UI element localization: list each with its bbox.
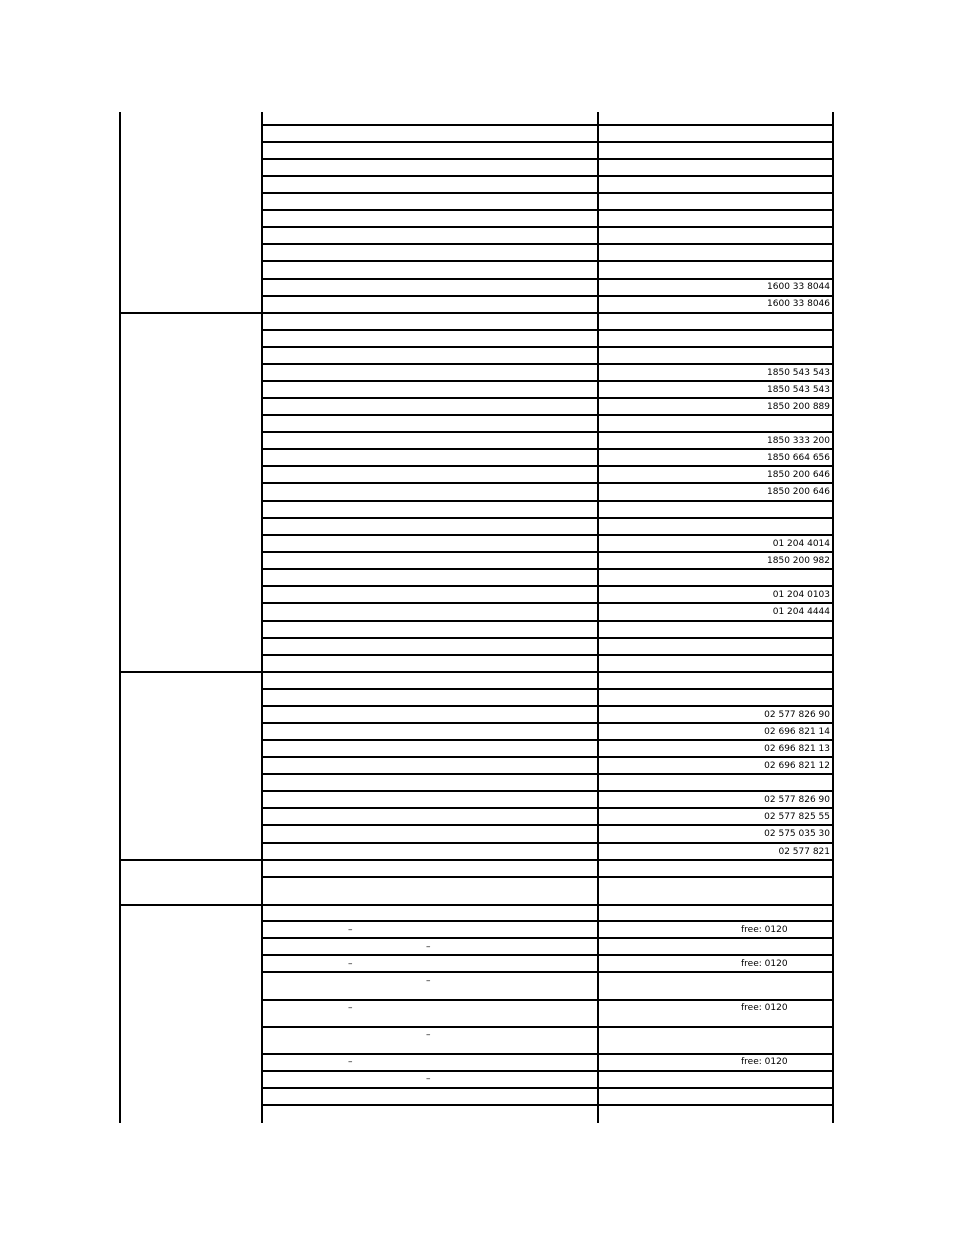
dash-mark: – bbox=[348, 959, 353, 969]
dash-mark: – bbox=[426, 1030, 431, 1040]
row-separator bbox=[261, 756, 834, 758]
row-separator bbox=[261, 482, 834, 484]
toll-free-number: free: 0120 bbox=[741, 959, 788, 969]
row-separator bbox=[261, 414, 834, 416]
group-separator bbox=[119, 859, 834, 861]
table-left-border bbox=[119, 112, 121, 1123]
row-separator bbox=[261, 431, 834, 433]
row-separator bbox=[261, 637, 834, 639]
phone-number: 1850 200 889 bbox=[767, 402, 830, 412]
row-separator bbox=[261, 585, 834, 587]
group-separator bbox=[119, 671, 834, 673]
row-separator bbox=[261, 243, 834, 245]
row-separator bbox=[261, 654, 834, 656]
phone-number: 01 204 0103 bbox=[772, 590, 830, 600]
phone-number: 01 204 4014 bbox=[772, 539, 830, 549]
row-separator bbox=[261, 448, 834, 450]
toll-free-number: free: 0120 bbox=[741, 1057, 788, 1067]
row-separator bbox=[261, 329, 834, 331]
row-separator bbox=[261, 295, 834, 297]
row-separator bbox=[261, 705, 834, 707]
phone-number: 1850 543 543 bbox=[767, 368, 830, 378]
row-separator bbox=[261, 141, 834, 143]
dash-mark: – bbox=[348, 925, 353, 935]
row-separator bbox=[261, 739, 834, 741]
row-separator bbox=[261, 363, 834, 365]
row-separator bbox=[261, 500, 834, 502]
row-separator bbox=[261, 209, 834, 211]
phone-number: 02 696 821 12 bbox=[764, 761, 830, 771]
row-separator bbox=[261, 807, 834, 809]
phone-number: 1850 200 646 bbox=[767, 487, 830, 497]
dash-mark: – bbox=[348, 1057, 353, 1067]
row-separator bbox=[261, 158, 834, 160]
phone-number: 1850 664 656 bbox=[767, 453, 830, 463]
row-separator bbox=[261, 602, 834, 604]
row-separator bbox=[261, 192, 834, 194]
row-separator bbox=[261, 397, 834, 399]
phone-number: 02 696 821 13 bbox=[764, 744, 830, 754]
toll-free-number: free: 0120 bbox=[741, 925, 788, 935]
row-separator bbox=[261, 260, 834, 262]
phone-number: 02 575 035 30 bbox=[764, 829, 830, 839]
phone-number: 02 696 821 14 bbox=[764, 727, 830, 737]
phone-number: 1850 333 200 bbox=[767, 436, 830, 446]
row-separator bbox=[261, 175, 834, 177]
row-separator bbox=[261, 226, 834, 228]
row-separator bbox=[261, 1026, 834, 1028]
row-separator bbox=[261, 842, 834, 844]
row-separator bbox=[261, 380, 834, 382]
phone-number: 1600 33 8046 bbox=[767, 299, 830, 309]
row-separator bbox=[261, 278, 834, 280]
row-separator bbox=[261, 971, 834, 973]
row-separator bbox=[261, 124, 834, 126]
phone-number: 1600 33 8044 bbox=[767, 282, 830, 292]
row-separator bbox=[261, 620, 834, 622]
phone-number: 01 204 4444 bbox=[772, 607, 830, 617]
phone-number: 02 577 821 bbox=[778, 847, 830, 857]
phone-number: 02 577 826 90 bbox=[764, 710, 830, 720]
row-separator bbox=[261, 722, 834, 724]
row-separator bbox=[261, 1053, 834, 1055]
phone-number: 1850 543 543 bbox=[767, 385, 830, 395]
row-separator bbox=[261, 790, 834, 792]
row-separator bbox=[261, 568, 834, 570]
phone-number: 02 577 826 90 bbox=[764, 795, 830, 805]
toll-free-number: free: 0120 bbox=[741, 1003, 788, 1013]
row-separator bbox=[261, 517, 834, 519]
row-separator bbox=[261, 999, 834, 1001]
row-separator bbox=[261, 346, 834, 348]
row-separator bbox=[261, 876, 834, 878]
row-separator bbox=[261, 534, 834, 536]
row-separator bbox=[261, 465, 834, 467]
dash-mark: – bbox=[426, 976, 431, 986]
row-separator bbox=[261, 1070, 834, 1072]
row-separator bbox=[261, 1104, 834, 1106]
phone-number: 1850 200 982 bbox=[767, 556, 830, 566]
phone-number: 02 577 825 55 bbox=[764, 812, 830, 822]
row-separator bbox=[261, 688, 834, 690]
phone-number: 1850 200 646 bbox=[767, 470, 830, 480]
row-separator bbox=[261, 824, 834, 826]
row-separator bbox=[261, 551, 834, 553]
group-separator bbox=[119, 904, 834, 906]
group-separator bbox=[119, 312, 834, 314]
dash-mark: – bbox=[348, 1003, 353, 1013]
row-separator bbox=[261, 954, 834, 956]
row-separator bbox=[261, 920, 834, 922]
row-separator bbox=[261, 937, 834, 939]
dash-mark: – bbox=[426, 942, 431, 952]
dash-mark: – bbox=[426, 1074, 431, 1084]
row-separator bbox=[261, 1087, 834, 1089]
row-separator bbox=[261, 773, 834, 775]
